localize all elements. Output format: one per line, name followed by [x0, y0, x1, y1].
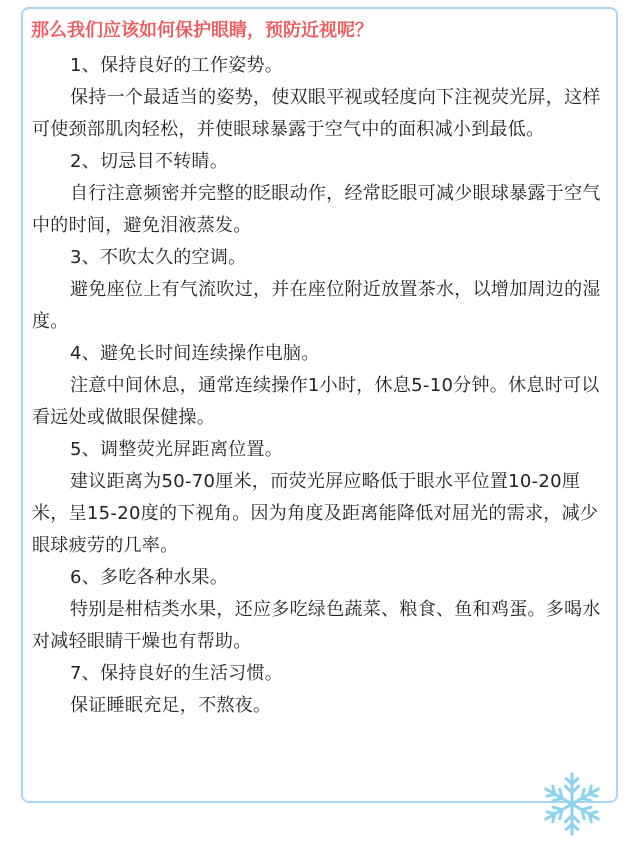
snowflake-icon: [536, 770, 608, 838]
tip-body-1: 保持一个最适当的姿势，使双眼平视或轻度向下注视荧光屏，这样可使颈部肌肉轻松，并使眼球暴露于空气中的面积减小到最低。: [32, 87, 601, 140]
article-heading: 那么我们应该如何保护眼睛，预防近视呢？: [31, 20, 373, 41]
tip-title-3: 3、不吹太久的空调。: [70, 247, 247, 268]
tip-title-7: 7、保持良好的生活习惯。: [70, 663, 284, 684]
tip-body-5: 建议距离为50-70厘米，而荧光屏应略低于眼水平位置10-20厘米，呈15-20度的下视角。因为角度及距离能降低对屈光的需求，减少眼球疲劳的几率。: [32, 471, 599, 556]
tip-title-6: 6、多吃各种水果。: [70, 567, 229, 588]
tip-title-5: 5、调整荧光屏距离位置。: [70, 439, 284, 460]
tip-body-4: 注意中间休息，通常连续操作1小时，休息5-10分钟。休息时可以看远处或做眼保健操。: [32, 375, 600, 428]
tip-title-2: 2、切忌目不转睛。: [70, 151, 229, 172]
tip-body-6: 特别是柑桔类水果，还应多吃绿色蔬菜、粮食、鱼和鸡蛋。多喝水对减轻眼睛干燥也有帮助。: [32, 599, 601, 652]
tip-title-4: 4、避免长时间连续操作电脑。: [70, 343, 320, 364]
article-body: [32, 50, 604, 722]
tip-body-7: 保证睡眠充足，不熬夜。: [70, 695, 272, 716]
tip-body-2: 自行注意频密并完整的眨眼动作，经常眨眼可减少眼球暴露于空气中的时间，避免泪液蒸发。: [32, 183, 601, 236]
tip-title-1: 1、保持良好的工作姿势。: [70, 55, 284, 76]
tip-body-3: 避免座位上有气流吹过，并在座位附近放置茶水，以增加周边的湿度。: [32, 279, 601, 332]
